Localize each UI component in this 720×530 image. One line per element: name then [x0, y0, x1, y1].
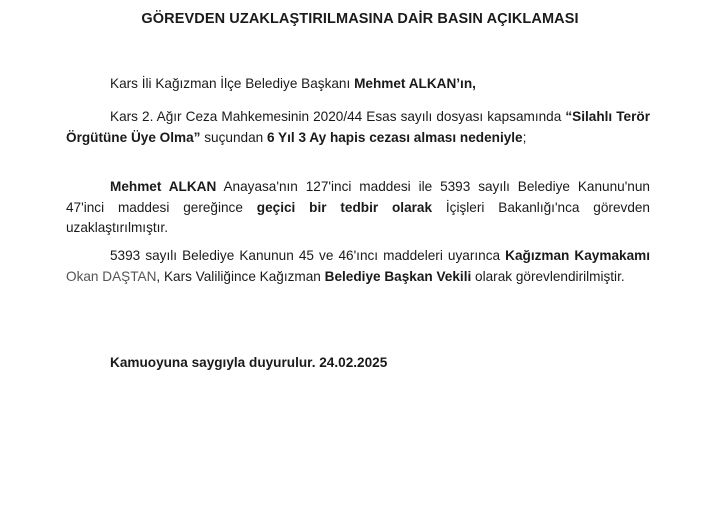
p2-text-1: Anayasa'nın 127'inci maddesi ile 5393 sayılı Belediye Kanunu'nun 47'inci maddesi gereğince	[66, 179, 650, 215]
p3-official-name: Okan DAŞTAN	[66, 268, 157, 284]
p3-text-2: , Kars Valiliğince Kağızman	[156, 268, 325, 284]
p1-text-2: suçundan	[200, 129, 267, 145]
p3-text-1: 5393 sayılı Belediye Kanunun 45 ve 46'ıncı maddeleri uyarınca	[110, 248, 506, 263]
p1-text-1: Kars 2. Ağır Ceza Mahkemesinin 2020/44 Esas sayılı dosyası kapsamında	[110, 109, 566, 124]
p3-text-3: olarak görevlendirilmiştir.	[471, 268, 625, 284]
p1-crime: “Silahlı Terör Örgütüne Üye Olma”	[66, 109, 650, 145]
p1-sentence: 6 Yıl 3 Ay hapis cezası alması nedeniyle	[266, 129, 523, 145]
intro-text: Kars İli Kağızman İlçe Belediye Başkanı	[110, 76, 355, 91]
p2-measure: geçici bir tedbir olarak	[256, 199, 433, 215]
paragraph-appointment	[66, 246, 650, 287]
intro-line	[66, 74, 650, 95]
p1-text-3: ;	[522, 129, 527, 145]
paragraph-court-decision	[66, 107, 650, 148]
closing-statement	[66, 353, 650, 374]
closing-text: Kamuoyuna saygıyla duyurulur. 24.02.2025	[110, 355, 388, 370]
document-title: GÖREVDEN UZAKLAŞTIRILMASINA DAİR BASIN AÇIKLAMASI	[141, 11, 579, 27]
paragraph-suspension	[66, 177, 650, 239]
p2-name: Mehmet ALKAN	[110, 179, 217, 194]
p3-official: Kağızman Kaymakamı	[505, 248, 650, 263]
mayor-name: Mehmet ALKAN’ın,	[354, 76, 476, 91]
p2-text-2: İçişleri Bakanlığı'nca görevden uzaklaştırılmıştır.	[66, 199, 650, 235]
p3-role: Belediye Başkan Vekili	[324, 268, 472, 284]
